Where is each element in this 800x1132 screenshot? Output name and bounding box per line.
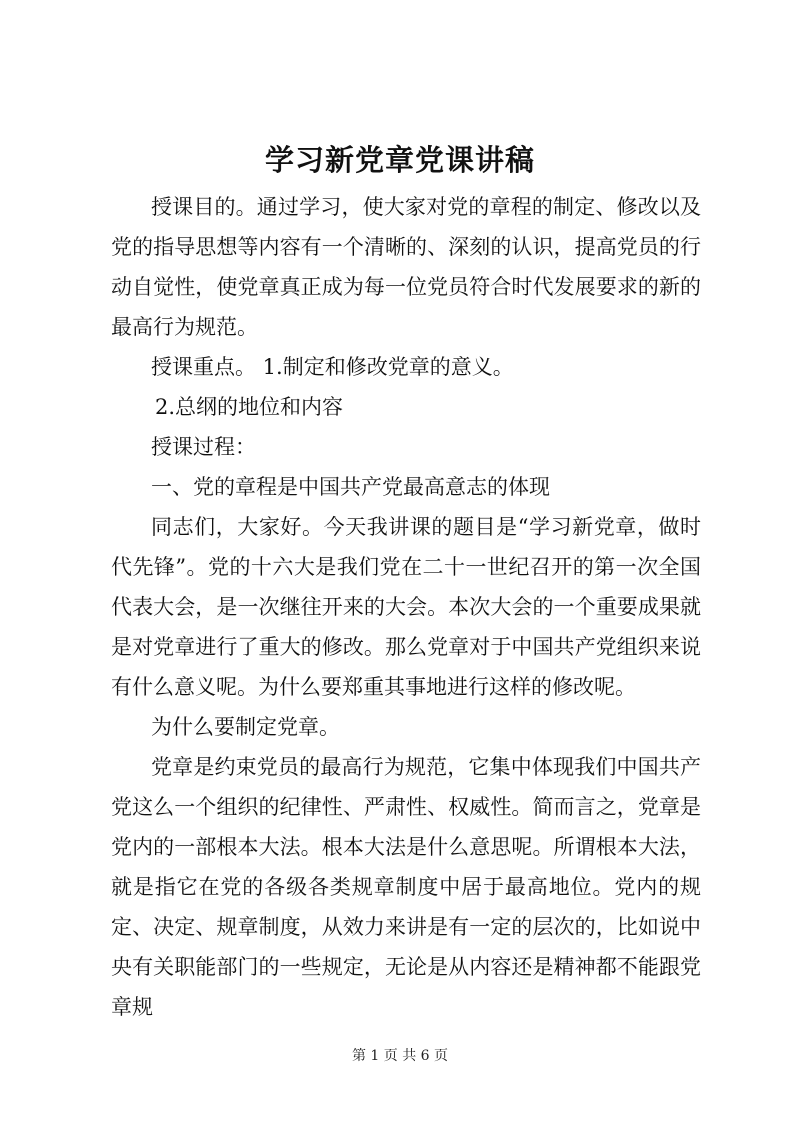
page-footer: 第 1 页 共 6 页 [351,1048,449,1064]
paragraph-key-point-2: 2.总纲的地位和内容 [155,395,344,419]
paragraph-purpose: 授课目的。通过学习，使大家对党的章程的制定、修改以及党的指导思想等内容有一个清晰的、深刻的认识，提高党员的行动自觉性，使党章真正成为每一位党员符合时代发展要求的新的最高行为规范。 [111,195,701,339]
paragraph-key-points: 授课重点。 1.制定和修改党章的意义。 [151,355,514,379]
document-title: 学习新党章党课讲稿 [264,143,535,177]
section-heading-1: 一、党的章程是中国共产党最高意志的体现 [151,475,550,499]
paragraph-greeting: 同志们，大家好。今天我讲课的题目是“学习新党章，做时代先锋”。党的十六大是我们党在二十一世纪召开的第一次全国代表大会，是一次继往开来的大会。本次大会的一个重要成果就是对党章进行了重大的修改。那么党章对于中国共产党组织来说有什么意义呢。为什么要郑重其事地进行这样的修改呢。 [111,515,701,699]
paragraph-constitution-definition: 党章是约束党员的最高行为规范，它集中体现我们中国共产党这么一个组织的纪律性、严肃性、权威性。简而言之，党章是党内的一部根本大法。根本大法是什么意思呢。所谓根本大法，就是指它在党的各级各类规章制度中居于最高地位。党内的规定、决定、规章制度，从效力来讲是有一定的层次的，比如说中央有关职能部门的一些规定，无论是从内容还是精神都不能跟党章规 [111,755,701,1019]
paragraph-why-constitution: 为什么要制定党章。 [151,715,340,739]
paragraph-process-heading: 授课过程： [151,435,256,459]
document-body [111,187,701,1027]
